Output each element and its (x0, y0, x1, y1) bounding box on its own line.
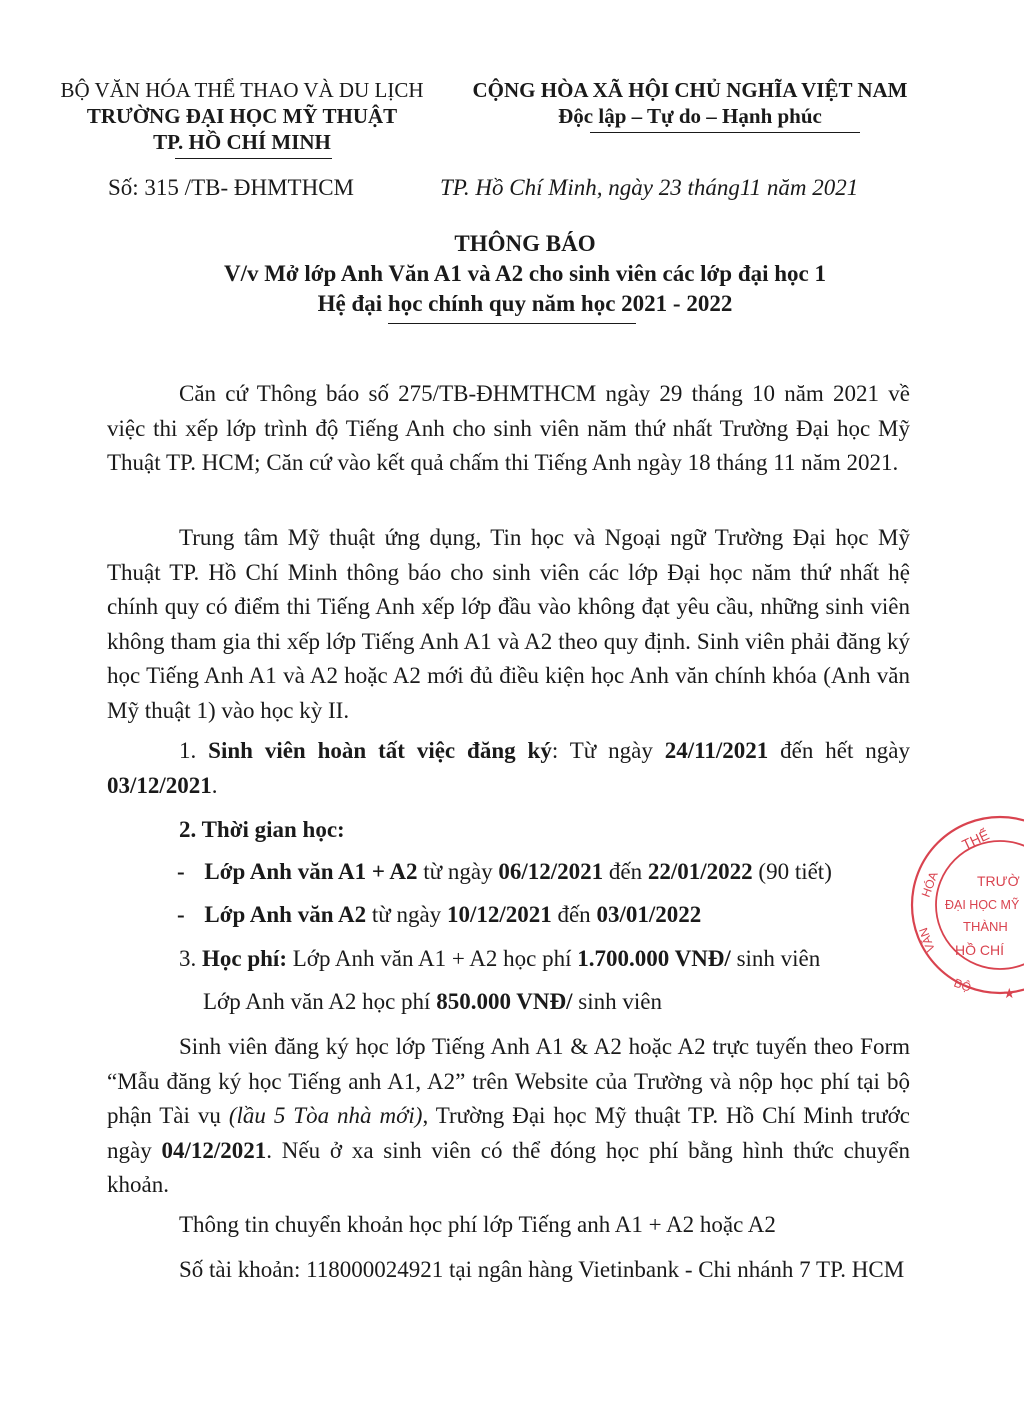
item1-number: 1. (179, 738, 209, 763)
document-number: Số: 315 /TB- ĐHMTHCM (108, 175, 354, 200)
right-header-rule (590, 132, 860, 133)
item-registration (107, 734, 910, 803)
tuition-a1-a2: 1.700.000 VNĐ/ (577, 946, 731, 971)
seal-bottom-text: BỘ (951, 975, 974, 995)
tuition-a2-line (203, 985, 662, 1020)
paragraph-basis: Căn cứ Thông báo số 275/TB-ĐHMTHCM ngày 29 tháng 10 năm 2021 về việc thi xếp lớp trình độ Tiếng Anh cho sinh viên năm thứ nhất Trường Đại học Mỹ Thuật TP. HCM; Căn cứ vào kết quả chấm thi Tiếng Anh ngày 18 tháng 11 năm 2021. (107, 381, 910, 475)
item-tuition (179, 942, 820, 977)
item-schedule-heading (179, 813, 345, 848)
class-a2-label: Lớp Anh văn A2 (204, 902, 367, 927)
seal-star: ★ (1003, 985, 1016, 1000)
item3-number: 3. (179, 946, 202, 971)
method-text-3: . Nếu ở xa sinh viên có thể đóng học phí bằng hình thức chuyển khoản. (107, 1137, 910, 1197)
national-motto: Độc lập – Tự do – Hạnh phúc (558, 104, 822, 128)
notice-subject-line2: Hệ đại học chính quy năm học 2021 - 2022 (317, 291, 733, 316)
school-name-line1: TRƯỜNG ĐẠI HỌC MỸ THUẬT (86, 104, 398, 128)
left-header-rule (175, 158, 332, 159)
seal-left-text: HÓA (918, 869, 941, 900)
payment-deadline: 04/12/2021 (161, 1137, 267, 1163)
title-rule (388, 323, 636, 324)
a2-end-date: 03/01/2022 (596, 902, 702, 927)
bullet-dash: - (177, 902, 191, 927)
tuition-unit: sinh viên (572, 989, 662, 1014)
office-location: (lầu 5 Tòa nhà mới) (228, 1103, 423, 1128)
a1-a2-end-date: 22/01/2022 (647, 859, 753, 884)
a1-a2-hours: (90 tiết) (752, 859, 832, 884)
tuition-text: Lớp Anh văn A1 + A2 học phí (286, 946, 578, 971)
ministry-name: BỘ VĂN HÓA THỂ THAO VÀ DU LỊCH (60, 78, 424, 102)
tuition-label: Học phí: (202, 946, 287, 971)
nation-name: CỘNG HÒA XÃ HỘI CHỦ NGHĨA VIỆT NAM (472, 78, 908, 102)
schedule-a2 (177, 898, 701, 933)
bank-account: Số tài khoản: 118000024921 tại ngân hàng Vietinbank - Chi nhánh 7 TP. HCM (179, 1257, 905, 1282)
seal-line2: ĐẠI HỌC MỸ (945, 898, 1020, 912)
registration-end-date: 03/12/2021 (107, 772, 212, 798)
item1-text: : Từ ngày (551, 738, 665, 763)
notice-subject-line1: V/v Mở lớp Anh Văn A1 và A2 cho sinh viên các lớp đại học 1 (223, 261, 827, 286)
schedule-a1-a2 (177, 855, 832, 890)
seal-line4: HỒ CHÍ (955, 942, 1004, 958)
a1-a2-start-date: 06/12/2021 (498, 859, 604, 884)
schedule-heading-text: 2. Thời gian học: (179, 817, 345, 842)
item1-period: . (211, 772, 218, 798)
method-text-2: , Trường Đại học Mỹ thuật TP. Hồ Chí Minh trước ngày (107, 1103, 910, 1163)
method-text: Sinh viên đăng ký học lớp Tiếng Anh A1 & A2 hoặc A2 trực tuyến theo Form “Mẫu đăng ký học Tiếng anh A1, A2” trên Website của Trường và nộp học phí tại bộ phận Tài vụ (107, 1034, 910, 1128)
tuition-unit: sinh viên (730, 946, 821, 971)
registration-start-date: 24/11/2021 (664, 738, 769, 763)
paragraph-registration-method (107, 1030, 910, 1203)
schedule-text: từ ngày (417, 859, 499, 884)
schedule-text: từ ngày (366, 902, 447, 927)
schedule-text-2: đến (551, 902, 597, 927)
paragraph-announcement: Trung tâm Mỹ thuật ứng dụng, Tin học và Ngoại ngữ Trường Đại học Mỹ Thuật TP. Hồ Chí Minh thông báo cho sinh viên các lớp Đại học năm thứ nhất hệ chính quy có điểm thi Tiếng Anh xếp lớp đầu vào không đạt yêu cầu, những sinh viên không tham gia thi xếp lớp Tiếng Anh A1 và A2 theo quy định. Sinh viên phải đăng ký học Tiếng Anh A1 và A2 hoặc A2 mới đủ điều kiện học Anh văn chính khóa (Anh văn Mỹ thuật 1) vào học kỳ II. (107, 525, 910, 723)
seal-left-lower-text: VĂN (916, 925, 938, 954)
notice-title: THÔNG BÁO (454, 231, 596, 256)
transfer-info: Thông tin chuyển khoản học phí lớp Tiếng anh A1 + A2 hoặc A2 (179, 1212, 776, 1237)
seal-line1: TRƯỜ (977, 873, 1020, 889)
seal-line3: THÀNH (963, 919, 1008, 934)
school-name-line2: TP. HỒ CHÍ MINH (153, 130, 331, 154)
place-and-date: TP. Hồ Chí Minh, ngày 23 tháng11 năm 2021 (440, 175, 859, 200)
class-a1-a2-label: Lớp Anh văn A1 + A2 (204, 859, 418, 884)
official-seal (905, 810, 1024, 1000)
schedule-text-2: đến (603, 859, 648, 884)
a2-start-date: 10/12/2021 (446, 902, 552, 927)
tuition-a2-text: Lớp Anh văn A2 học phí (203, 989, 437, 1014)
tuition-a2: 850.000 VNĐ/ (436, 989, 573, 1014)
bullet-dash: - (177, 859, 191, 884)
seal-top-text: THỂ (959, 826, 992, 853)
item1-label: Sinh viên hoàn tất việc đăng ký (208, 738, 552, 763)
item1-text-2: đến hết ngày (768, 738, 910, 763)
